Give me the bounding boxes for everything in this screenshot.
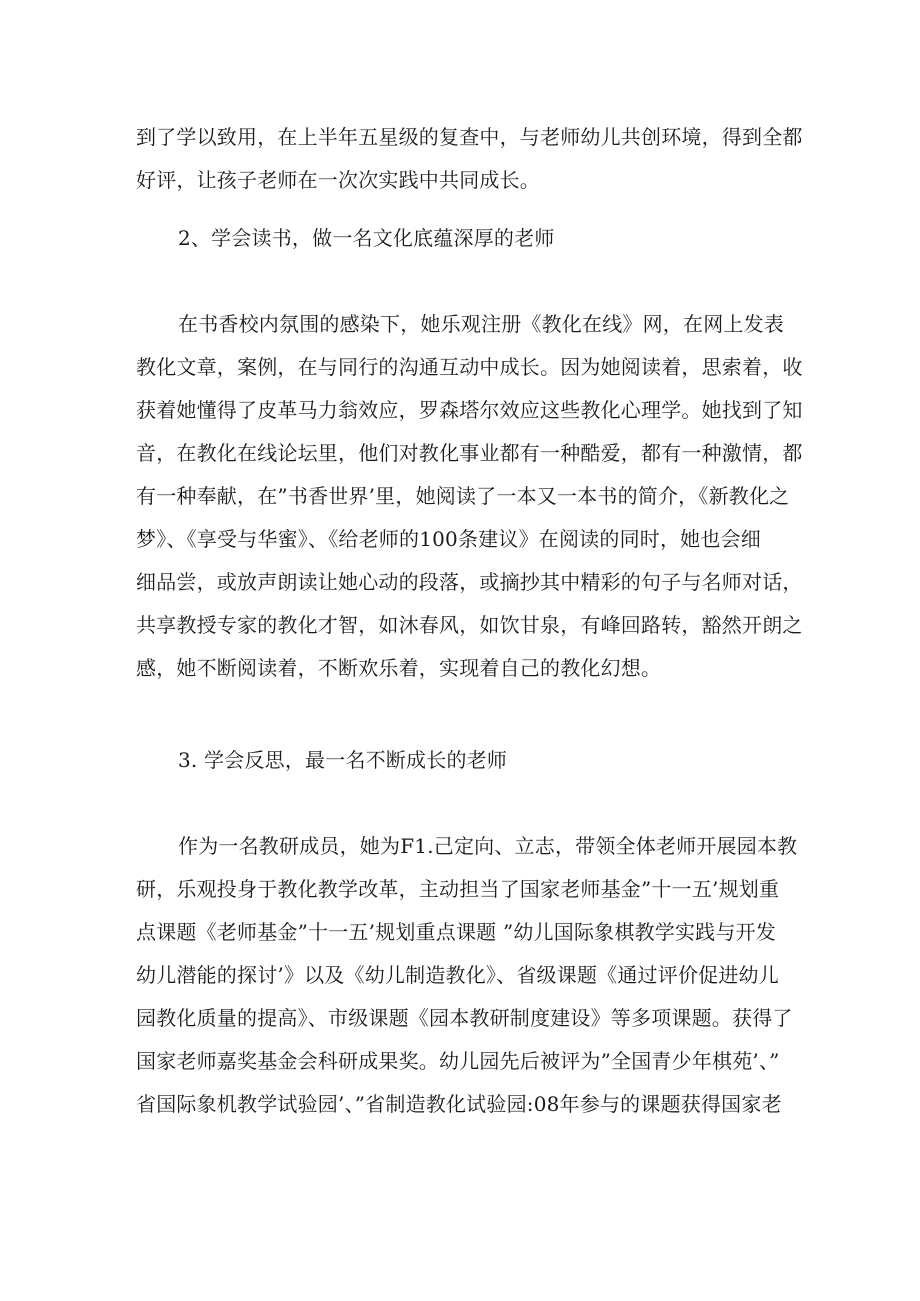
paragraph-3-line-5: 园教化质量的提高》、市级课题《园本教研制度建设》等多项课题。获得了 [136, 1006, 793, 1030]
paragraph-3-line-3: 点课题《老师基金”十一五’规划重点课题 ”幼儿国际象棋教学实践与开发 [136, 920, 776, 944]
paragraph-2-line-6: 梦》、《享受与华蜜》、《给老师的100条建议》在阅读的同时，她也会细 [136, 527, 761, 551]
section-heading-3: 3. 学会反思，最一名不断成长的老师 [178, 748, 508, 772]
paragraph-2-line-4: 音，在教化在线论坛里，他们对教化事业都有一种酷爱，都有一种激情，都 [136, 441, 803, 465]
paragraph-3-line-6: 国家老师嘉奖基金会科研成果奖。幼儿园先后被评为”全国青少年棋苑’、” [136, 1049, 780, 1073]
paragraph-2-line-8: 共享教授专家的教化才智，如沐春风，如饮甘泉，有峰回路转，豁然开朗之 [136, 613, 803, 637]
paragraph-3-line-1: 作为一名教研成员，她为F1.己定向、立志，带领全体老师开展园本教 [178, 834, 798, 858]
paragraph-1-line-2: 好评，让孩子老师在一次次实践中共同成长。 [136, 168, 540, 192]
paragraph-2-line-1: 在书香校内氛围的感染下，她乐观注册《教化在线》网，在网上发表 [178, 312, 784, 336]
paragraph-2-line-5: 有一种奉献，在”书香世界’里，她阅读了一本又一本书的简介，《新教化之 [136, 484, 790, 508]
paragraph-2-line-9: 感，她不断阅读着，不断欢乐着，实现着自己的教化幻想。 [136, 656, 662, 680]
paragraph-3-line-4: 幼儿潜能的探讨’》以及《幼儿制造教化》、省级课题《通过评价促进幼儿 [136, 963, 779, 987]
paragraph-3-line-2: 研，乐观投身于教化教学改革，主动担当了国家老师基金”十一五’规划重 [136, 877, 780, 901]
section-heading-2: 2、学会读书，做一名文化底蕴深厚的老师 [178, 226, 555, 250]
paragraph-2-line-7: 细品尝，或放声朗读让她心动的段落，或摘抄其中精彩的句子与名师对话， [136, 570, 803, 594]
paragraph-2-line-2: 教化文章，案例，在与同行的沟通互动中成长。因为她阅读着，思索着，收 [136, 355, 803, 379]
paragraph-1-line-1: 到了学以致用，在上半年五星级的复查中，与老师幼儿共创环境，得到全都 [136, 125, 803, 149]
paragraph-2-line-3: 获着她懂得了皮革马力翁效应，罗森塔尔效应这些教化心理学。她找到了知 [136, 398, 803, 422]
paragraph-3-line-7: 省国际象机教学试验园’、”省制造教化试验园:08年参与的课题获得国家老 [136, 1092, 782, 1116]
